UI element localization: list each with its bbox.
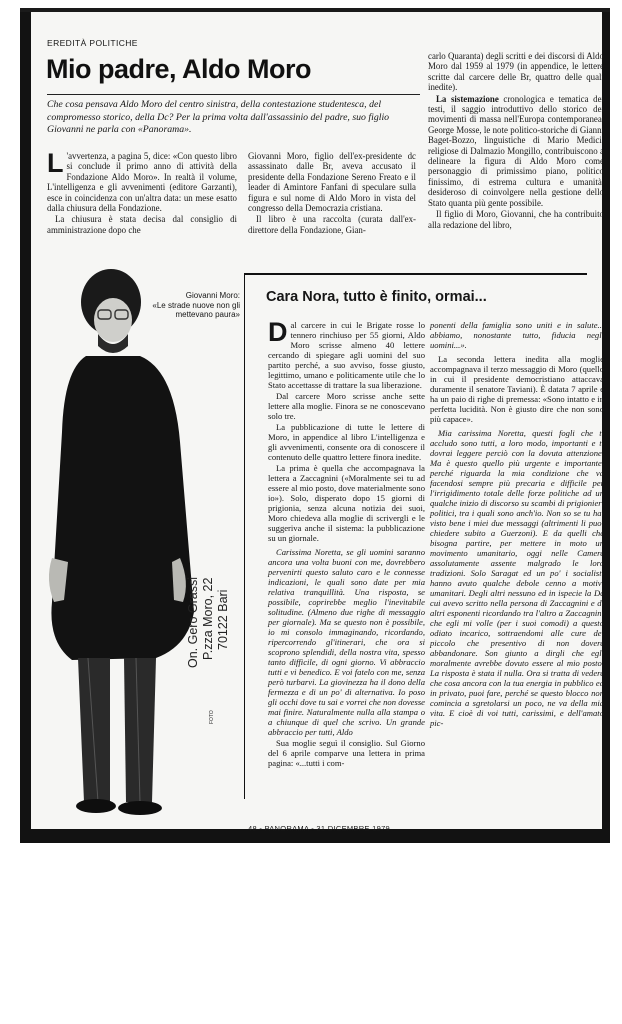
stamp-line-1: On. Gero Grassi bbox=[186, 577, 200, 668]
box-paragraph-4: La prima è quella che accompagnava la lettera a Zaccagnini («Moralmente sei tu ad essere al mio posto, dove materialmente sono io»). Solo, disperato dopo 15 giorni di prigionia, senza alcuna notizia dei suoi, Moro chiedeva alla moglie di scrivergli e le suggeriva anche il sistema: la pubblicazione su un giornale. bbox=[268, 463, 425, 543]
photo-caption bbox=[140, 291, 240, 320]
box-letter-1: Carissima Noretta, se gli uomini saranno ancora una volta buoni con me, dovrebbero pervenirti questo saluto caro e le connesse indicazioni, le quali sono date per mia relativa tranquillità. Una risposta, se possibile, coprirebbe meglio l'inevitabile solitudine. (Almeno due righe di messaggio per giornale). Ma se questo non è possibile, io mi consolo immaginando, ricordando, ripercorrendo gl'itinerari, che ora si scoprono splendidi, della nostra vita, spesso tanto difficile, di ogni giorno. Vi abbraccio tutti e vi benedico. E voi fatelo con me, senza però turbarvi. La giovinezza ha il dono della fermezza e di un po' di alternativa. Io poso gli occhi dove tu sai e vorrei che non dovesse mai finire. Naturalmente nulla alla stampa o a chiunque di quel che scrivo. Un grande abbraccio per tutti, Aldo bbox=[268, 547, 425, 737]
photo-credit: FOTO bbox=[209, 710, 215, 724]
box-paragraph-6: La seconda lettera inedita alla moglie accompagnava il terzo messaggio di Moro (quello in cui il presidente democristiano attaccava duramente il senatore Taviani). È datata 7 aprile e ha un paio di righe di premessa: «Sono intatto e in perfetta lucidità. Non è giusto dire che non sono più capace». bbox=[430, 354, 604, 424]
box-title: Cara Nora, tutto è finito, ormai... bbox=[266, 289, 487, 305]
box-column-2 bbox=[430, 320, 604, 729]
stamp-line-2: P.zza Moro, 22 bbox=[201, 577, 215, 660]
column-3-text-2: cronologica e tematica dei testi, il saggio introduttivo dello storico dei movimenti di massa nell'Europa contemporanea, George Mosse, le note politico-storiche di Gianni Baget-Bozzo, linguistiche di Mario Medici, religiose di Dalmazio Mongillo, contribuiscono a delineare la figura di Aldo Moro come personaggio di primissimo piano, politico finissimo, di estrema cultura e umanità, desideroso di coinvolgere nella gestione dello Stato quanta più gente possibile. bbox=[428, 93, 604, 208]
box-column-1 bbox=[268, 317, 425, 769]
box-drop-cap: D bbox=[268, 317, 288, 347]
box-paragraph-3: La pubblicazione di tutte le lettere di Moro, in appendice al libro L'intelligenza e gli avvenimenti, consente ora di conoscere il contenuto delle quattro lettere finora inedite. bbox=[268, 422, 425, 462]
article-column-1 bbox=[47, 148, 237, 236]
column-1-text-2: La chiusura è stata decisa dal consiglio di amministrazione dopo che bbox=[47, 214, 237, 235]
column-3-subhead: La sistemazione bbox=[436, 93, 499, 104]
caption-quote: «Le strade nuove non gli mettevano paura» bbox=[152, 300, 240, 319]
address-stamp bbox=[186, 538, 230, 668]
stamp-line-3: 70122 Bari bbox=[216, 589, 230, 650]
box-paragraph-2: Dal carcere Moro scrisse anche sette lettere alla moglie. Finora se ne conoscevano solo tre. bbox=[268, 391, 425, 421]
drop-cap: L bbox=[47, 148, 64, 178]
box-column-2-continuation: ponenti della famiglia sono uniti e in salute... abbiamo, nonostante tutto, fiducia negli uomini...». bbox=[430, 320, 604, 350]
column-2-text: Giovanni Moro, figlio dell'ex-presidente dc assassinato dalle Br, aveva accusato il presidente della Fondazione Sereno Freato e il leader di Amintore Fanfani di speculare sulla figura e sul nome di Aldo Moro in vista del congresso della Democrazia cristiana. bbox=[248, 151, 416, 214]
column-2-text-2: Il libro è una raccolta (curata dall'ex-direttore della Fondazione, Gian- bbox=[248, 214, 416, 235]
box-letter-2: Mia carissima Noretta, questi fogli che ti accludo sono tutti, a loro modo, importanti e ti dovrai leggere perciò con la dovuta attenzione. Ma è questo quello più urgente e importante, perché riguarda la mia condizione che va facendosi sempre più precaria e difficile per l'irrigidimento totale delle forze politiche ad un qualche inizio di discorso su scambi di prigionieri politici, tra i quali sono anch'io. Non so se tu hai visto bene i miei due messaggi (altrimenti li puoi chiedere subito a Guerzoni). E da quelli che bisogna partire, per mettere in moto un movimento umanitario, oggi nelle Camere assolutamente assente malgrado le loro tradizioni. Solo Saragat ed un po' i socialisti hanno avuto qualche debole cenno a motivi umanitari. Degli altri nessuno ed in ispecie la Dc cui avevo scritto nella persona di Zaccagnini e di altri esponenti ricordando tra l'altro a Zaccagnini che egli mi volle (per i suoi comodi) a questo odiato incarico, sottraendomi alle cure del piccolo che presentivo di non dovere abbandonare. Son giunto a dirgli che egli moralmente avrebbe dovuto essere al mio posto. La risposta è stata il nulla. Ora si tratta di vedere che cosa ancora con la tua energia in pubblico ed in privato, puoi fare, perché se questo blocco non comincia a sgretolarsi un poco, ne va della mia vita. E cioè di voi tutti, carissimi, e dell'amato pic- bbox=[430, 428, 604, 728]
standfirst: Che cosa pensava Aldo Moro del centro sinistra, della contestazione studentesca, del compromesso storico, della Dc? Per la prima volta dall'assassinio del padre, suo figlio Giovanni ne parla con «Panorama». bbox=[47, 99, 390, 135]
page-footer: 48 - PANORAMA - 31 DICEMBRE 1979 bbox=[248, 824, 391, 833]
article-column-2 bbox=[248, 151, 416, 236]
article-title: Mio padre, Aldo Moro bbox=[46, 54, 311, 84]
section-label: EREDITÀ POLITICHE bbox=[47, 38, 138, 48]
box-paragraph-5: Sua moglie seguì il consiglio. Sul Giorno del 6 aprile comparve una lettera in prima pagina: «...tutti i com- bbox=[268, 738, 425, 768]
column-1-text: 'avvertenza, a pagina 5, dice: «Con questo libro si conclude il primo anno di attività della Fondazione Aldo Moro». In realtà il volume, L'intelligenza e gli avvenimenti (editore Garzanti), esce in coincidenza con un'altra data: un mese esatto dalla chiusura della Fondazione. bbox=[47, 151, 237, 214]
article-column-3 bbox=[428, 51, 604, 231]
title-rule bbox=[47, 94, 420, 95]
column-3-text: carlo Quaranta) degli scritti e dei discorsi di Aldo Moro dal 1959 al 1979 (in appendice, le lettere scritte dal carcere delle Br, quattro delle quali inedite). bbox=[428, 51, 604, 93]
column-3-text-3: Il figlio di Moro, Giovanni, che ha contribuito alla redazione del libro, bbox=[428, 209, 604, 230]
box-paragraph-1: al carcere in cui le Brigate rosse lo tennero rinchiuso per 55 giorni, Aldo Moro scrisse almeno 40 lettere cercando di spiegare agli uomini del suo partito perché, a suo avviso, fosse giusto, legittimo, umano e politicamente utile che lo Stato accettasse di trattare la sua liberazione. bbox=[268, 320, 425, 390]
caption-name: Giovanni Moro: bbox=[185, 291, 240, 300]
scan-border-top bbox=[20, 8, 610, 12]
